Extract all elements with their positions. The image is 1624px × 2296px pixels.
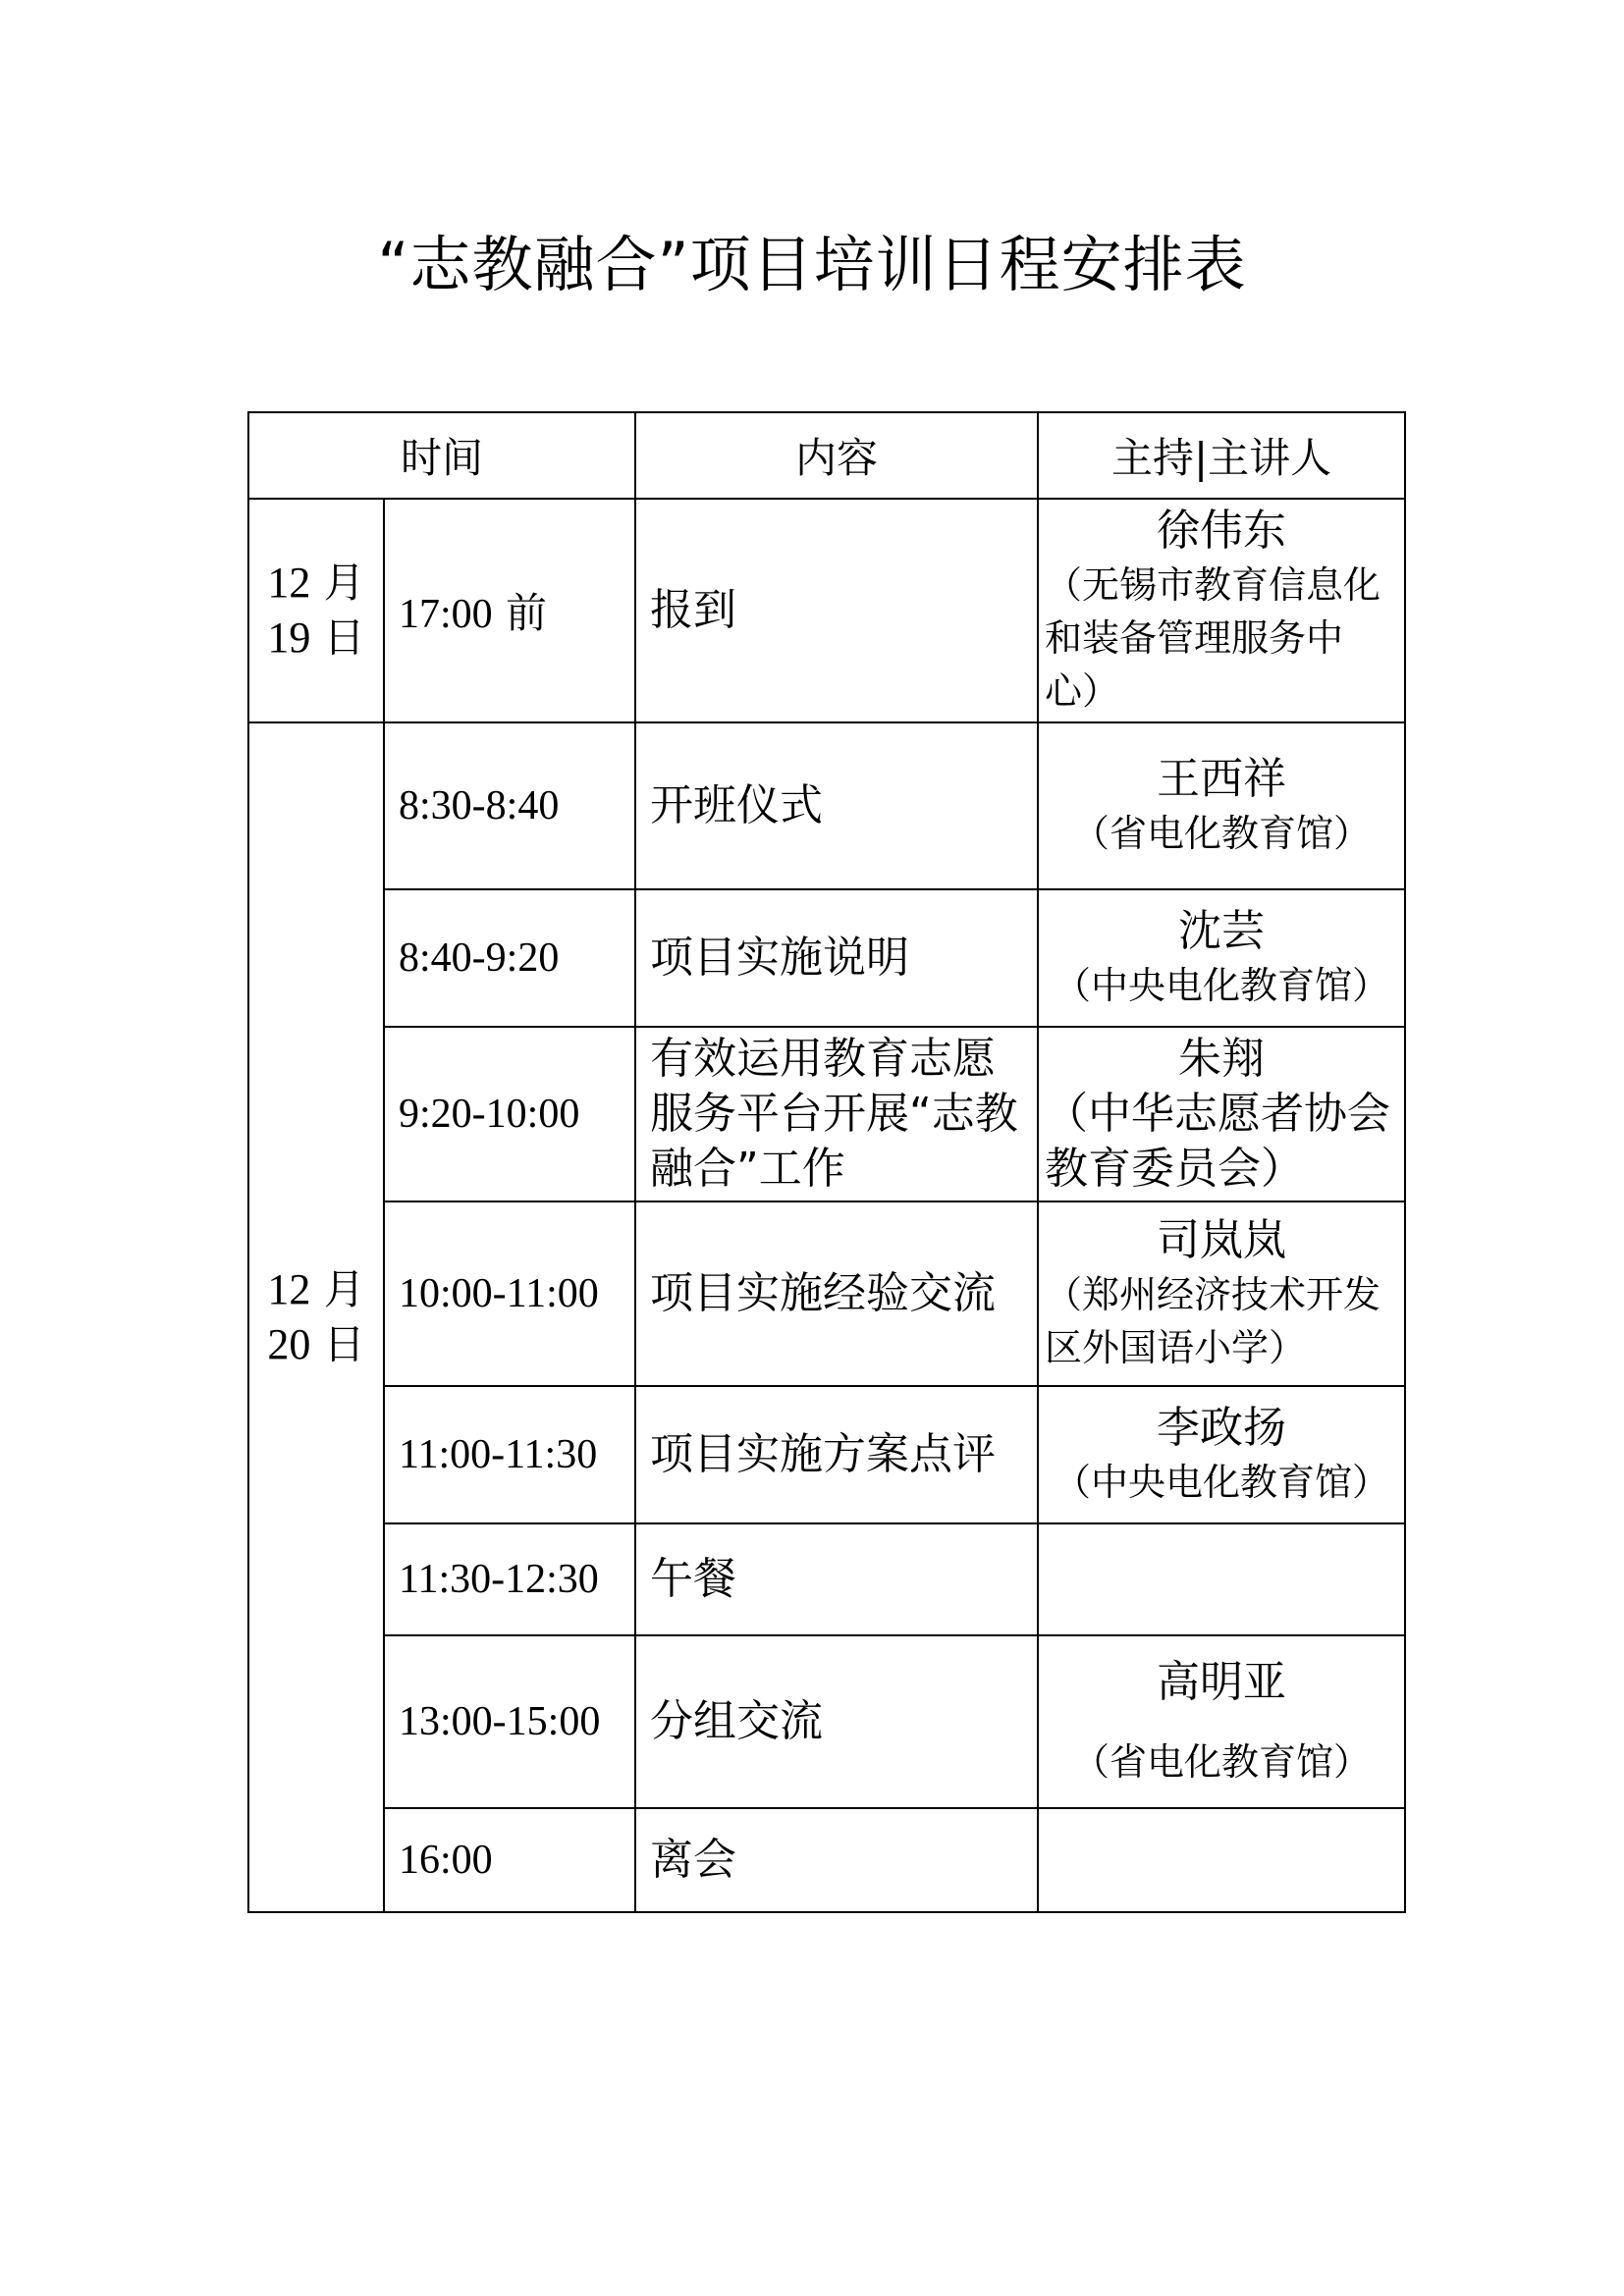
- time-cell: 10:00-11:00: [384, 1201, 635, 1386]
- host-cell: [1038, 889, 1405, 1027]
- time-value: 17:00: [399, 592, 493, 637]
- host-name: 李政扬: [1157, 1403, 1287, 1453]
- time-cell: 11:30-12:30: [384, 1523, 635, 1635]
- date-day-number: 19: [267, 614, 311, 662]
- content-cell: 午餐: [635, 1523, 1038, 1635]
- table-row: [248, 1808, 1405, 1912]
- host-org: （省电化教育馆）: [1072, 1740, 1372, 1784]
- date-day-unit: 日: [323, 1320, 365, 1368]
- content-cell: 报到: [635, 499, 1038, 722]
- date-day-unit: 日: [323, 614, 365, 662]
- content-cell: 有效运用教育志愿服务平台开展“志教融合”工作: [635, 1027, 1038, 1201]
- host-org: （中华志愿者协会教育委员会）: [1045, 1089, 1391, 1194]
- date-month-number: 12: [267, 559, 311, 607]
- host-org: （省电化教育馆）: [1072, 812, 1372, 855]
- host-org: （郑州经济技术开发区外国语小学）: [1045, 1273, 1381, 1369]
- header-time: 时间: [248, 412, 635, 499]
- host-cell-empty: [1038, 1523, 1405, 1635]
- host-cell: [1038, 1386, 1405, 1523]
- host-org: （无锡市教育信息化和装备管理服务中心）: [1045, 563, 1381, 713]
- time-cell: 8:30-8:40: [384, 722, 635, 889]
- date-day-number: 20: [267, 1320, 311, 1368]
- time-suffix: 前: [492, 589, 548, 637]
- host-cell: [1038, 1201, 1405, 1386]
- time-cell: 13:00-15:00: [384, 1635, 635, 1808]
- host-name: 朱翔: [1178, 1034, 1266, 1084]
- host-cell: [1038, 1027, 1405, 1201]
- table-row: [248, 1386, 1405, 1523]
- content-cell: 离会: [635, 1808, 1038, 1912]
- host-name: 徐伟东: [1157, 506, 1287, 556]
- host-cell: [1038, 1635, 1405, 1808]
- host-cell-empty: [1038, 1808, 1405, 1912]
- table-row: [248, 1201, 1405, 1386]
- content-cell: 分组交流: [635, 1635, 1038, 1808]
- page-title: “志教融合”项目培训日程安排表: [377, 229, 1247, 300]
- header-content: 内容: [635, 412, 1038, 499]
- date-month-unit: 月: [323, 1265, 365, 1313]
- table-row: [248, 499, 1405, 722]
- content-cell: 项目实施经验交流: [635, 1201, 1038, 1386]
- time-cell: 16:00: [384, 1808, 635, 1912]
- header-host: 主持|主讲人: [1038, 412, 1405, 499]
- host-org: （中央电化教育馆）: [1054, 1461, 1390, 1504]
- schedule-table: [247, 411, 1406, 1913]
- time-cell: 9:20-10:00: [384, 1027, 635, 1201]
- date-cell-dec19: [248, 499, 384, 722]
- content-cell: 开班仪式: [635, 722, 1038, 889]
- host-name: 司岚岚: [1157, 1215, 1287, 1265]
- date-month-unit: 月: [323, 559, 365, 607]
- time-cell: 11:00-11:30: [384, 1386, 635, 1523]
- host-name: 高明亚: [1157, 1657, 1287, 1707]
- host-org: （中央电化教育馆）: [1054, 964, 1390, 1007]
- host-cell: [1038, 722, 1405, 889]
- date-cell-dec20: [248, 722, 384, 1912]
- time-cell: 8:40-9:20: [384, 889, 635, 1027]
- host-cell: [1038, 499, 1405, 722]
- table-row: [248, 722, 1405, 889]
- date-month-number: 12: [267, 1265, 311, 1313]
- host-name: 王西祥: [1157, 754, 1287, 804]
- host-name: 沈芸: [1178, 906, 1266, 956]
- table-row: [248, 889, 1405, 1027]
- content-cell: 项目实施说明: [635, 889, 1038, 1027]
- header-row: [248, 412, 1405, 499]
- table-row: [248, 1523, 1405, 1635]
- time-cell: [384, 499, 635, 722]
- table-row: [248, 1635, 1405, 1808]
- table-row: [248, 1027, 1405, 1201]
- content-cell: 项目实施方案点评: [635, 1386, 1038, 1523]
